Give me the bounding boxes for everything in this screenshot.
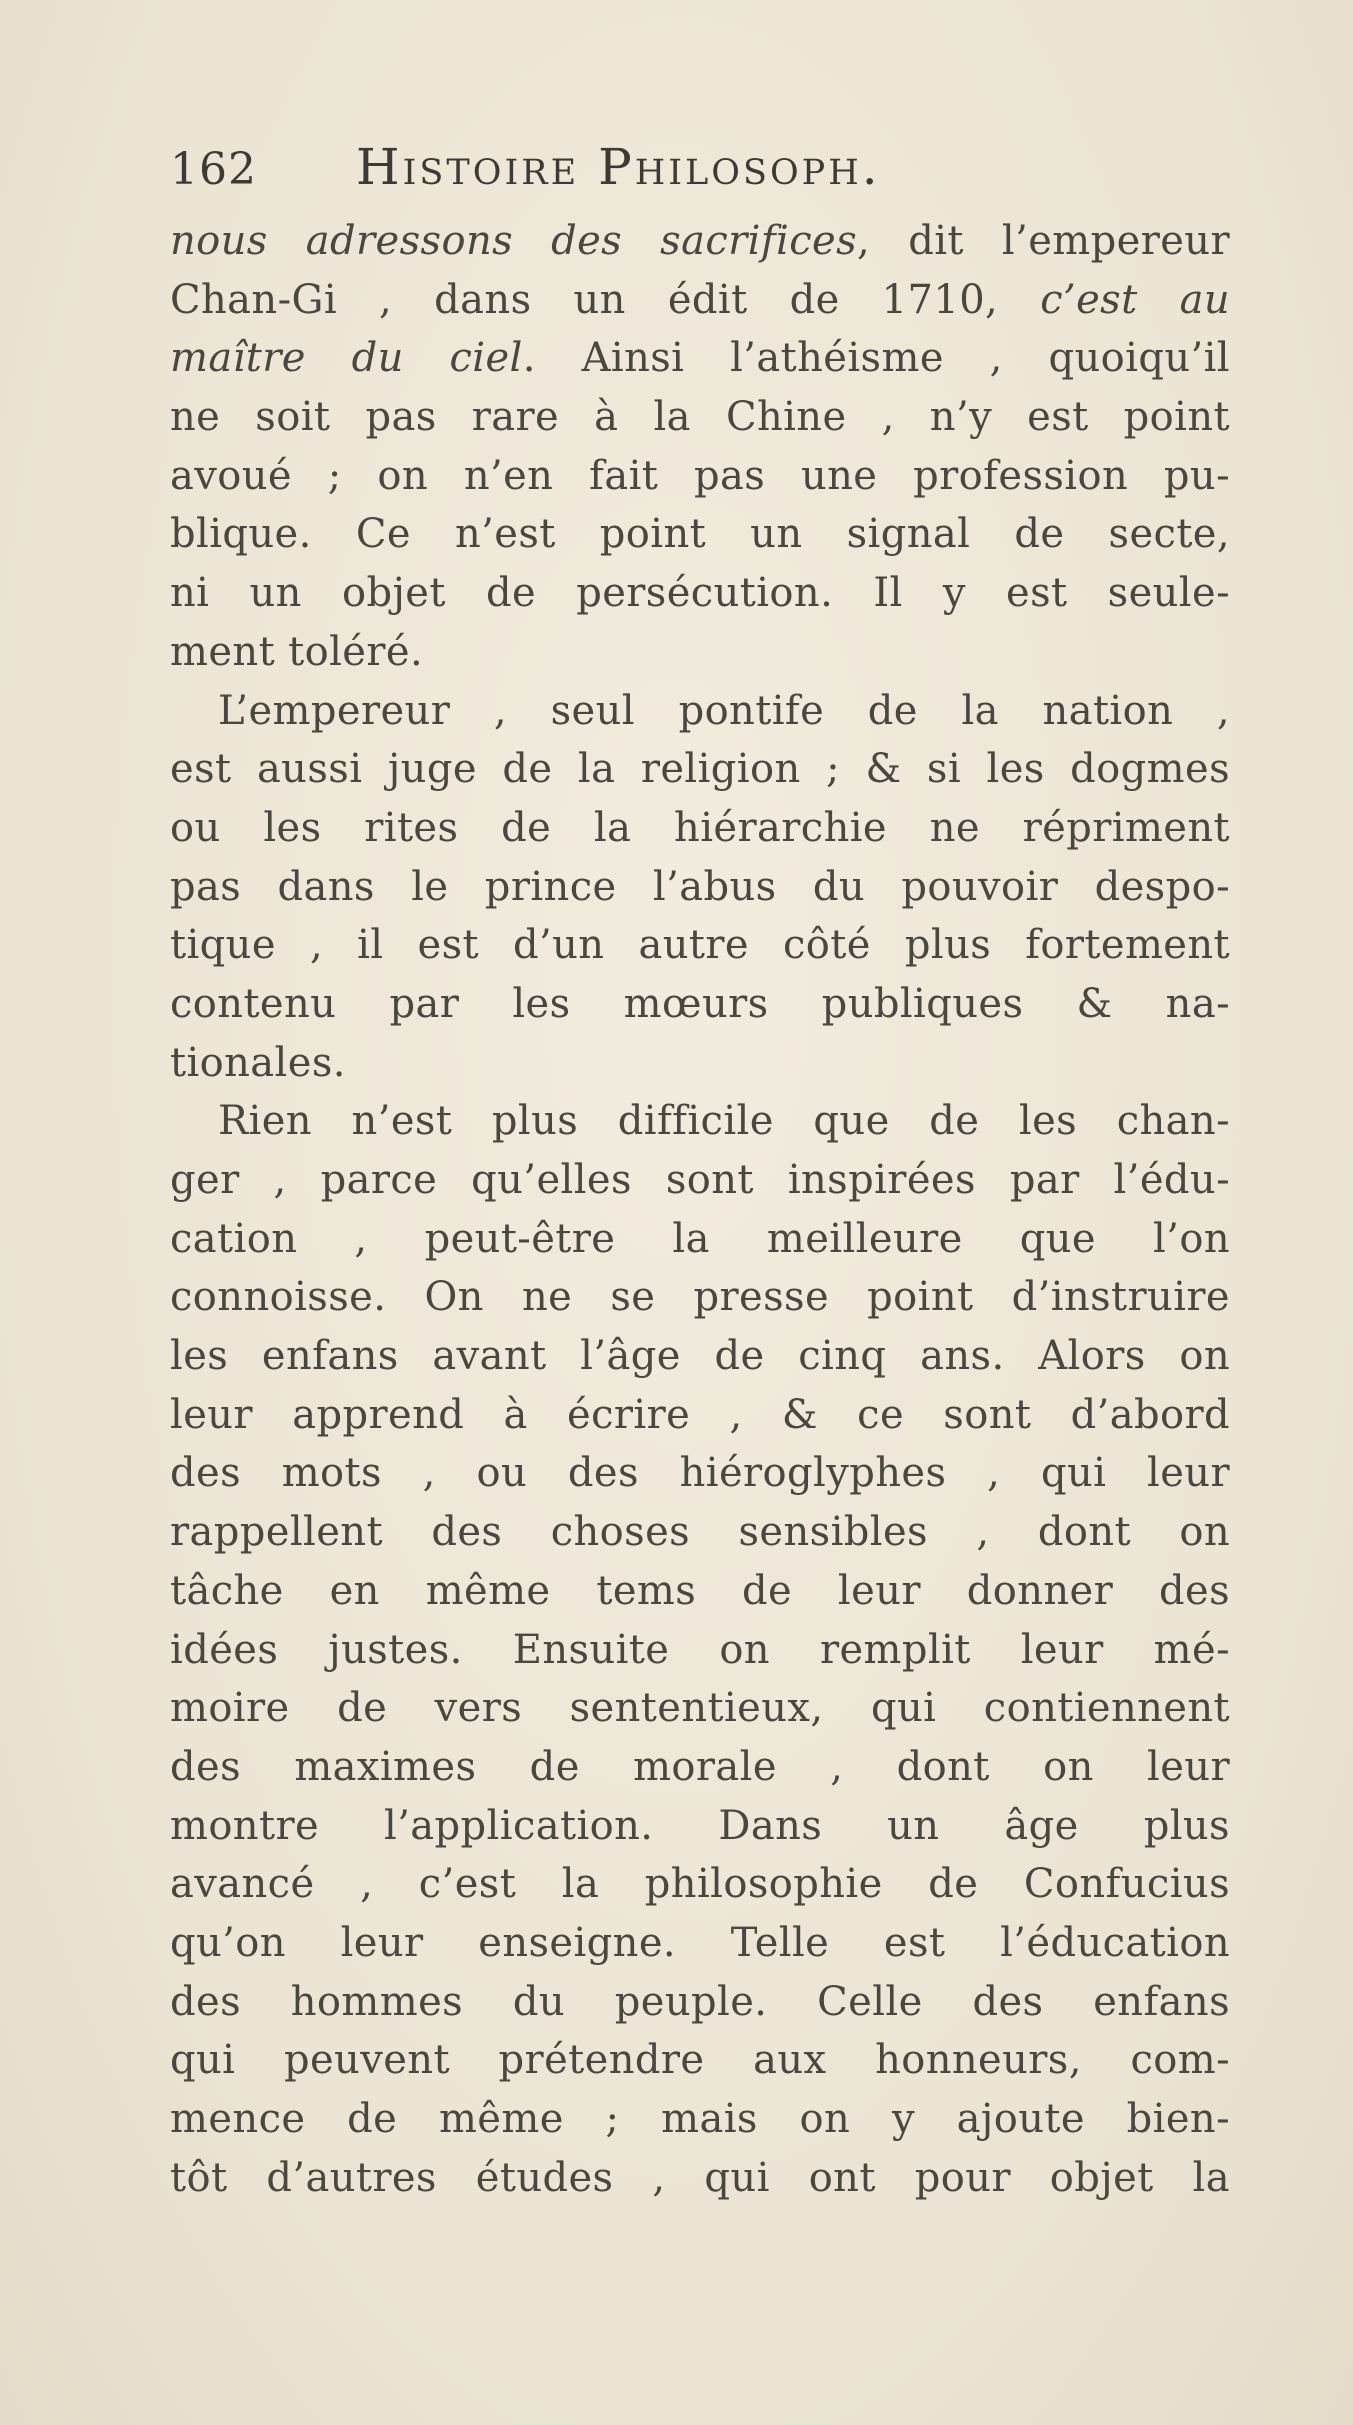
text-line: ment toléré.	[170, 628, 424, 675]
text-line: pas dans le prince l’abus du pouvoir despo-	[170, 863, 1230, 910]
text-line: nous adressons des sacrifices, dit l’empereur	[170, 218, 1230, 264]
text-line: contenu par les mœurs publiques & na-	[170, 980, 1230, 1027]
text-line: tôt d’autres études , qui ont pour objet la	[170, 2154, 1230, 2201]
text-line: des maximes de morale , dont on leur	[170, 1743, 1230, 1790]
text-line: maître du ciel. Ainsi l’athéisme , quoiqu’il	[170, 335, 1230, 382]
text-line: ne soit pas rare à la Chine , n’y est point	[170, 394, 1230, 441]
page-number: 162	[170, 144, 257, 195]
text-line: ni un objet de persécution. Il y est seule-	[170, 570, 1230, 617]
body-text	[170, 212, 1230, 2207]
text-line: avoué ; on n’en fait pas une profession pu-	[170, 452, 1230, 499]
text-line: mence de même ; mais on y ajoute bien-	[170, 2096, 1230, 2142]
text-line: blique. Ce n’est point un signal de secte,	[170, 511, 1230, 558]
text-line: Chan-Gi , dans un édit de 1710, c’est au	[170, 276, 1230, 323]
text-line: rappellent des choses sensibles , dont on	[170, 1509, 1230, 1556]
text-line: ou les rites de la hiérarchie ne répriment	[170, 804, 1230, 851]
text-line: montre l’application. Dans un âge plus	[170, 1802, 1230, 1849]
text-line: qui peuvent prétendre aux honneurs, com-	[170, 2037, 1230, 2084]
text-line: qu’on leur enseigne. Telle est l’éducation	[170, 1919, 1230, 1966]
text-line: les enfans avant l’âge de cinq ans. Alors on	[170, 1333, 1230, 1380]
running-head: Histoire Philosoph.	[356, 138, 881, 196]
text-line: L’empereur , seul pontife de la nation ,	[218, 687, 1230, 734]
text-line: tâche en même tems de leur donner des	[170, 1567, 1230, 1614]
text-line: Rien n’est plus difficile que de les chan-	[218, 1098, 1230, 1145]
text-line: idées justes. Ensuite on remplit leur mé-	[170, 1626, 1230, 1673]
text-line: tionales.	[170, 1039, 346, 1086]
text-line: ger , parce qu’elles sont inspirées par l’édu-	[170, 1157, 1230, 1203]
text-line: cation , peut-être la meilleure que l’on	[170, 1215, 1230, 1262]
text-line: des hommes du peuple. Celle des enfans	[170, 1978, 1230, 2025]
text-line: leur apprend à écrire , & ce sont d’abord	[170, 1391, 1230, 1438]
text-line: moire de vers sententieux, qui contiennent	[170, 1685, 1230, 1732]
text-line: avancé , c’est la philosophie de Confucius	[170, 1861, 1230, 1908]
page-header	[170, 138, 1220, 208]
text-line: connoisse. On ne se presse point d’instruire	[170, 1274, 1230, 1321]
text-line: des mots , ou des hiéroglyphes , qui leur	[170, 1450, 1230, 1497]
text-line: tique , il est d’un autre côté plus fortement	[170, 922, 1230, 969]
text-line: est aussi juge de la religion ; & si les dogmes	[170, 746, 1230, 793]
